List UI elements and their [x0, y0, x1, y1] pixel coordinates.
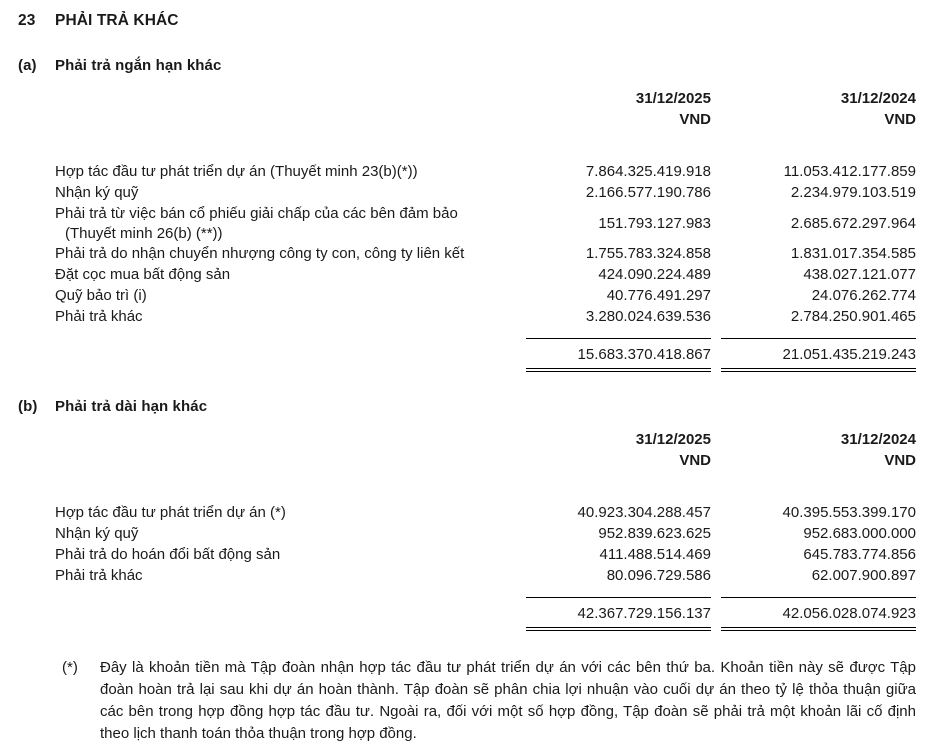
footnote-marker: (*) — [62, 659, 78, 676]
row-value-2024: 438.027.121.077 — [803, 266, 916, 283]
total-value-2025: 15.683.370.418.867 — [526, 338, 711, 372]
section-a-letter: (a) — [18, 57, 37, 74]
table-row — [55, 544, 916, 565]
column-unit-2025: VND — [679, 111, 711, 128]
footnote — [62, 657, 916, 745]
row-value-2025: 411.488.514.469 — [599, 546, 711, 563]
row-label-line1: Phải trả khác — [55, 567, 143, 584]
row-label — [55, 544, 526, 565]
table-row — [55, 182, 916, 203]
row-value-2025: 40.923.304.288.457 — [577, 504, 711, 521]
row-label — [55, 502, 526, 523]
row-value-2025: 151.793.127.983 — [598, 214, 711, 232]
row-label-line1: Quỹ bảo trì (i) — [55, 287, 147, 304]
row-value-2024: 1.831.017.354.585 — [790, 245, 916, 262]
section-b-title: Phải trả dài hạn khác — [55, 398, 208, 415]
section-a — [18, 57, 916, 372]
column-unit-2024: VND — [884, 452, 916, 469]
row-label-line1: Phải trả do hoán đổi bất động sản — [55, 546, 281, 563]
row-label-line1: Phải trả khác — [55, 308, 143, 325]
table-row — [55, 285, 916, 306]
row-value-2025: 1.755.783.324.858 — [585, 245, 711, 262]
section-a-table-header — [55, 88, 916, 130]
column-header-2024: 31/12/2024 — [840, 431, 916, 448]
section-a-heading — [18, 57, 916, 74]
row-value-2024: 40.395.553.399.170 — [782, 504, 916, 521]
note-heading — [18, 12, 916, 30]
section-b-letter: (b) — [18, 398, 38, 415]
column-unit-row — [55, 450, 916, 471]
row-label-line2: (Thuyết minh 26(b) (**)) — [65, 225, 223, 242]
row-value-2024: 62.007.900.897 — [811, 567, 916, 584]
row-value-2025: 80.096.729.586 — [606, 567, 711, 584]
row-value-2024: 2.234.979.103.519 — [790, 184, 916, 201]
row-label-line1: Nhận ký quỹ — [55, 525, 139, 542]
table-row — [55, 161, 916, 182]
row-value-2024: 11.053.412.177.859 — [783, 163, 916, 180]
row-label-line1: Đặt cọc mua bất động sản — [55, 266, 231, 283]
column-header-2025: 31/12/2025 — [635, 431, 711, 448]
table-row — [55, 306, 916, 327]
row-value-2025: 7.864.325.419.918 — [585, 163, 711, 180]
table-row — [55, 565, 916, 586]
row-value-2025: 424.090.224.489 — [598, 266, 711, 283]
section-b-total-row — [55, 597, 916, 631]
footnote-text: Đây là khoản tiền mà Tập đoàn nhận hợp tác đầu tư phát triển dự án với các bên thứ ba. Khoản tiền này sẽ được Tập đoàn hoàn trả lại sau khi dự án hoàn thành. Tập đoàn sẽ phân chia lợi nhuận vào cuối dự án theo tỷ lệ thỏa thuận giữa các bên trong hợp đồng hợp tác đầu tư. Ngoài ra, đối với một số hợp đồng, Tập đoàn sẽ phải trả một khoản lãi cố định theo lịch thanh toán thỏa thuận trong hợp đồng. — [100, 659, 916, 742]
note-title: PHẢI TRẢ KHÁC — [55, 12, 179, 29]
total-value-2024: 42.056.028.074.923 — [721, 597, 916, 631]
row-label — [55, 565, 526, 586]
row-value-2024: 24.076.262.774 — [811, 287, 916, 304]
row-value-2025: 40.776.491.297 — [606, 287, 711, 304]
column-unit-2025: VND — [679, 452, 711, 469]
row-label — [55, 182, 526, 203]
row-value-2024: 952.683.000.000 — [803, 525, 916, 542]
row-label — [55, 264, 526, 285]
column-date-row — [55, 429, 916, 450]
section-a-rows — [55, 161, 916, 327]
total-value-2025: 42.367.729.156.137 — [526, 597, 711, 631]
table-row — [55, 243, 916, 264]
row-value-2024: 2.685.672.297.964 — [790, 214, 916, 232]
row-label — [55, 243, 526, 264]
section-a-title: Phải trả ngắn hạn khác — [55, 57, 222, 74]
row-label-line1: Phải trả do nhận chuyển nhượng công ty con, công ty liên kết — [55, 245, 465, 262]
row-label-line1: Hợp tác đầu tư phát triển dự án (*) — [55, 504, 286, 521]
column-header-2024: 31/12/2024 — [840, 90, 916, 107]
table-row — [55, 502, 916, 523]
section-b — [18, 398, 916, 631]
table-row — [55, 264, 916, 285]
row-value-2025: 952.839.623.625 — [598, 525, 711, 542]
table-row — [55, 523, 916, 544]
row-label — [55, 306, 526, 327]
row-value-2024: 645.783.774.856 — [803, 546, 916, 563]
column-header-2025: 31/12/2025 — [635, 90, 711, 107]
column-date-row — [55, 88, 916, 109]
section-b-rows — [55, 502, 916, 586]
row-label — [55, 285, 526, 306]
row-value-2025: 3.280.024.639.536 — [585, 308, 711, 325]
section-b-table — [55, 429, 916, 631]
row-value-2024: 2.784.250.901.465 — [790, 308, 916, 325]
row-label — [55, 523, 526, 544]
row-label — [55, 203, 526, 243]
total-value-2024: 21.051.435.219.243 — [721, 338, 916, 372]
column-unit-row — [55, 109, 916, 130]
section-b-table-header — [55, 429, 916, 471]
row-label-line1: Nhận ký quỹ — [55, 184, 139, 201]
row-label-line1: Phải trả từ việc bán cổ phiếu giải chấp của các bên đảm bảo — [55, 205, 458, 222]
section-a-table — [55, 88, 916, 372]
row-value-2025: 2.166.577.190.786 — [585, 184, 711, 201]
section-b-heading — [18, 398, 916, 415]
column-unit-2024: VND — [884, 111, 916, 128]
table-row — [55, 203, 916, 243]
row-label — [55, 161, 526, 182]
row-label-line1: Hợp tác đầu tư phát triển dự án (Thuyết minh 23(b)(*)) — [55, 163, 418, 180]
note-number: 23 — [18, 12, 36, 29]
section-a-total-row — [55, 338, 916, 372]
